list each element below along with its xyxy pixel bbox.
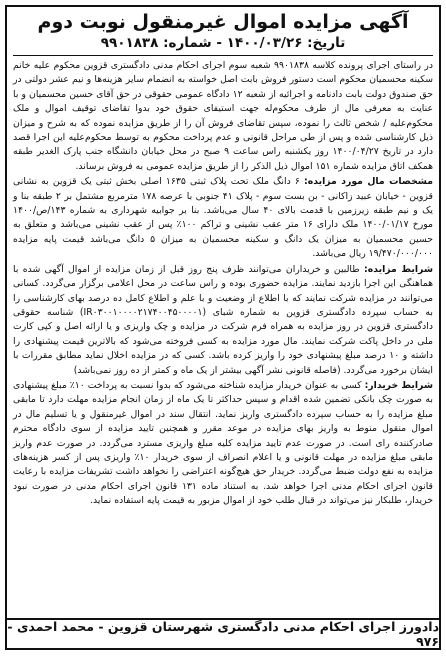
intro-paragraph — [13, 59, 433, 174]
buyer-conditions-text: کسی به عنوان خریدار مزایده شناخته می‌شود که بدوا نسبت به پرداخت ۱۰٪ مبلغ پیشنهادی به صورت چک بانکی تضمین شده اقدام و سپس حداکثر تا یک ماه از زمان انجام مزایده مهلت دارد تا مابقی مبلغ مزایده را به حساب سپرده دادگستری واریز نماید. انتقال سند در اموال غیرمنقول و یا تسلیم مال در اموال منقول منوط به واریز بهای مزایده در موعد مقرر و همچنین تایید مزایده از سوی دادگاه محترم صادرکننده رای است. در صورت عدم تایید مزایده کلیه مبلغ واریزی مسترد می‌گردد. در صورت عدم واریز مابقی مبلغ مزایده در مهلت قانونی و یا اعلام انصراف از سوی خریدار ۱۰٪ واریزی پس از کسر هزینه‌های مزایده به نفع دولت ضبط می‌گردد. خریدار حق هیچ‌گونه اعتراضی را نخواهد داشت تشریفات مزایده با رعایت قانون اجرای احکام مدنی اجرا خواهد شد. به استناد ماده ۱۳۱ قانون اجرای احکام مدنی در صورت نبود خریدار، طلبکار نیز می‌تواند در قبال طلب خود از اموال مزبور به قیمت پایه استفاده نماید. — [13, 379, 433, 507]
intro-text: در راستای اجرای پرونده کلاسه ۹۹۰۱۸۳۸ شعبه سوم اجرای احکام مدنی دادگستری قزوین محکوم علیه خانم سکینه محسمیان محکوم است دستور فروش بابت اصل خواسته به انضمام سایر هزینه‌ها و نیم عشر دولتی در حق صندوق دولت بابت دادنامه و اجرائیه از شعبه ۱۲ دادگاه عمومی حقوقی در حق آقای حسین محسمیان و با عنایت به معرفی مال از طرف محکوم‌له جهت استیفای حقوق خود بدوا تقاضای توقیف اموال و ملک محکوم‌علیه / شخص ثالث را نموده، سپس تقاضای فروش آن را از طریق مزایده نموده که به شرح و میزان ذیل کارشناسی شده و پس از طی مراحل قانونی و عدم پرداخت محکوم به توسط محکوم‌علیه این اجرا قصد دارد در تاریخ ۱۴۰۰/۰۴/۲۷ روز یکشنبه راس ساعت ۹ صبح در محل خیابان دانشگاه جنب پارک الغدیر طبقه همکف اتاق مزایده شماره ۱۵۱ اموال ذیل الذکر را از طریق مزایده عمومی به فروش برساند. — [13, 60, 434, 172]
notice-signature: دادورز اجرای احکام مدنی دادگستری شهرستان قزوین - محمد احمدی - ۹۷۶ — [7, 619, 439, 649]
property-specs-heading: مشخصات مال مورد مزایده: — [304, 176, 433, 188]
property-specs-text: ۶ دانگ ملک تحت پلاک ثبتی ۱۶۳۵ اصلی بخش ثبتی یک قزوین به نشانی قزوین - خیابان عبید زاکانی - بن بست سوم - پلاک ۴۱ جنوبی با عرصه ۱۷۸ مترمربع مشتمل بر ۲ طبقه بنا و یک و نیم طبقه زیرزمین با قدمت بالای ۴۰ سال می‌باشد. بنا بر جوابیه شهرداری به شماره ۱۴۳/ص/۱۴۰۰ مورخ ۱۴۰۰/۰۱/۱۷ ملک دارای ۱۶ متر عقب نشینی و تراکم ۱۰۰٪ پس از عقب نشینی می‌باشد و متعلق به حسین محسمیان به میزان یک دانگ و سکینه محسمیان به میزان ۵ دانگ می‌باشد قیمت پایه مزایده ۱۹/۴۷۰/۰۰۰/۰۰۰ ریال می‌باشد. — [13, 176, 434, 260]
auction-conditions-heading: شرایط مزایده: — [364, 263, 433, 275]
buyer-conditions-heading: شرایط خریدار: — [364, 379, 433, 391]
auction-notice — [5, 5, 441, 650]
auction-conditions-paragraph — [13, 263, 433, 378]
notice-body — [13, 59, 433, 509]
notice-date-line: تاریخ: ۱۴۰۰/۰۳/۲۶ - شماره: ۹۹۰۱۸۳۸ — [100, 35, 346, 51]
property-specs-paragraph — [13, 175, 433, 261]
divider — [13, 55, 433, 56]
buyer-conditions-paragraph — [13, 379, 433, 509]
notice-title: آگهی مزایده اموال غیرمنقول نوبت دوم — [37, 11, 409, 33]
auction-conditions-text: طالبین و خریداران می‌توانند ظرف پنج روز قبل از زمان مزایده از اموال آگهی شده با هماهنگی این اجرا بازدید نمایند. مزایده حضوری بوده و راس ساعت در محل اعلامی برگزار می‌گردد. کسانی می‌توانند در مزایده شرکت نمایند که با اطلاع از وضعیت و با علم و اطلاع کامل ده درصد بهای کارشناسی را به حساب سپرده دادگستری قزوین به شماره شبای (IR۰۳۰۰۱۰۰۰۰۲۱۷۴۰۰۴۵۰۰۰۰۱) شناسه حقوقی دادگستری قزوین در روز مزایده به همراه فرم شرکت در مزایده و چک واریزی و یا ارائه اصل و کپی کارت ملی در داخل پاکت شرکت نمایند. مال مورد مزایده به کسی فروخته می‌شود که بالاترین قیمت پیشنهادی را داشته و ۱۰ درصد مبلغ پیشنهادی خود را واریز کرده باشد. کسی که در مزایده اخلال نماید مطابق مقررات با ایشان برخورد می‌گردد. (فاصله قانونی نشر آگهی بیشتر از یک ماه و کمتر از ده روز نمی‌باشد) — [13, 263, 434, 376]
